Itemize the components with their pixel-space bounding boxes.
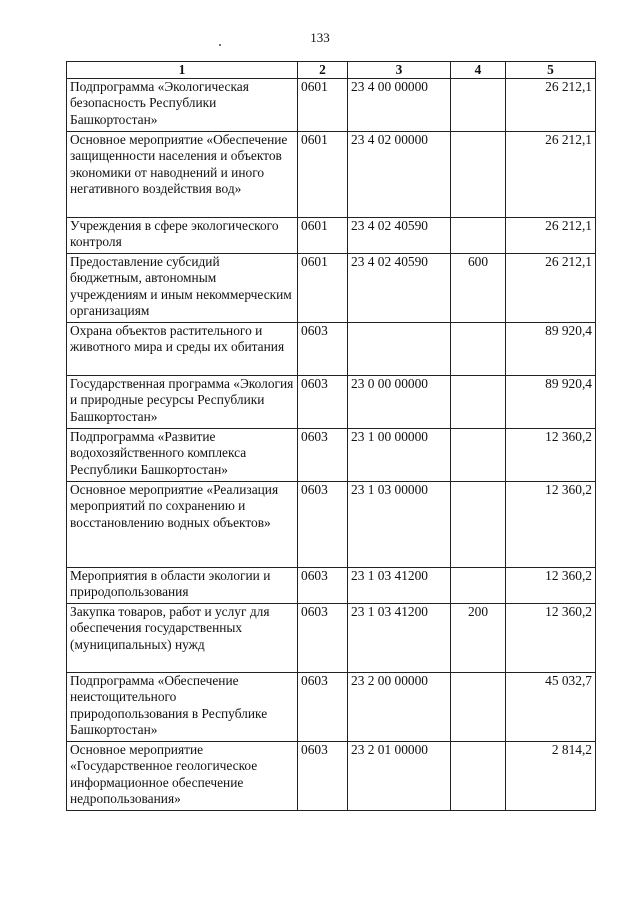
row-section: 0603 xyxy=(298,323,348,376)
row-amount: 89 920,4 xyxy=(506,323,596,376)
row-expense-type: 600 xyxy=(451,254,506,323)
row-target-article: 23 4 02 40590 xyxy=(348,254,451,323)
table-row xyxy=(67,376,596,429)
row-expense-type xyxy=(451,673,506,742)
header-expense-type: 4 xyxy=(451,62,506,79)
row-amount: 26 212,1 xyxy=(506,218,596,254)
row-amount: 12 360,2 xyxy=(506,482,596,568)
table-row xyxy=(67,568,596,604)
header-row xyxy=(67,62,596,79)
table-row xyxy=(67,323,596,376)
row-amount: 26 212,1 xyxy=(506,254,596,323)
table-row xyxy=(67,673,596,742)
budget-table xyxy=(66,61,596,811)
row-expense-type xyxy=(451,376,506,429)
row-section: 0601 xyxy=(298,254,348,323)
row-amount: 89 920,4 xyxy=(506,376,596,429)
row-expense-type xyxy=(451,218,506,254)
row-name: Основное мероприятие «Государственное геологическое информационное обеспечение недропользования» xyxy=(67,742,298,811)
row-name: Охрана объектов растительного и животного мира и среды их обитания xyxy=(67,323,298,376)
row-expense-type xyxy=(451,568,506,604)
row-target-article: 23 1 03 41200 xyxy=(348,568,451,604)
row-amount: 12 360,2 xyxy=(506,568,596,604)
row-target-article: 23 1 03 41200 xyxy=(348,604,451,673)
row-name: Предоставление субсидий бюджетным, автономным учреждениям и иным некоммерческим организациям xyxy=(67,254,298,323)
row-target-article: 23 2 01 00000 xyxy=(348,742,451,811)
row-section: 0603 xyxy=(298,429,348,482)
row-section: 0603 xyxy=(298,673,348,742)
row-expense-type xyxy=(451,79,506,132)
row-section: 0603 xyxy=(298,482,348,568)
row-expense-type xyxy=(451,429,506,482)
row-amount: 12 360,2 xyxy=(506,429,596,482)
table-row xyxy=(67,742,596,811)
row-section: 0603 xyxy=(298,376,348,429)
row-target-article: 23 4 00 00000 xyxy=(348,79,451,132)
row-target-article: 23 4 02 40590 xyxy=(348,218,451,254)
row-expense-type xyxy=(451,132,506,218)
row-section: 0603 xyxy=(298,604,348,673)
row-amount: 2 814,2 xyxy=(506,742,596,811)
row-name: Подпрограмма «Обеспечение неистощительного природопользования в Республике Башкортостан» xyxy=(67,673,298,742)
row-name: Учреждения в сфере экологического контроля xyxy=(67,218,298,254)
header-target-article: 3 xyxy=(348,62,451,79)
table-row xyxy=(67,254,596,323)
row-amount: 45 032,7 xyxy=(506,673,596,742)
row-expense-type: 200 xyxy=(451,604,506,673)
row-target-article xyxy=(348,323,451,376)
scan-speck xyxy=(219,44,221,46)
row-name: Основное мероприятие «Реализация мероприятий по сохранению и восстановлению водных объектов» xyxy=(67,482,298,568)
row-expense-type xyxy=(451,323,506,376)
table-row xyxy=(67,604,596,673)
row-name: Подпрограмма «Развитие водохозяйственного комплекса Республики Башкортостан» xyxy=(67,429,298,482)
page-number: 133 xyxy=(310,30,330,45)
row-section: 0601 xyxy=(298,218,348,254)
row-target-article: 23 2 00 00000 xyxy=(348,673,451,742)
row-amount: 26 212,1 xyxy=(506,79,596,132)
row-name: Государственная программа «Экология и природные ресурсы Республики Башкортостан» xyxy=(67,376,298,429)
row-name: Мероприятия в области экологии и природопользования xyxy=(67,568,298,604)
row-name: Основное мероприятие «Обеспечение защищенности населения и объектов экономики от наводнений и иного негативного воздействия вод» xyxy=(67,132,298,218)
table-row xyxy=(67,429,596,482)
row-expense-type xyxy=(451,482,506,568)
row-section: 0603 xyxy=(298,742,348,811)
row-name: Закупка товаров, работ и услуг для обеспечения государственных (муниципальных) нужд xyxy=(67,604,298,673)
header-section: 2 xyxy=(298,62,348,79)
row-target-article: 23 1 03 00000 xyxy=(348,482,451,568)
header-name: 1 xyxy=(67,62,298,79)
row-section: 0601 xyxy=(298,79,348,132)
header-amount: 5 xyxy=(506,62,596,79)
row-expense-type xyxy=(451,742,506,811)
table-row xyxy=(67,218,596,254)
row-target-article: 23 1 00 00000 xyxy=(348,429,451,482)
table-row xyxy=(67,79,596,132)
row-section: 0601 xyxy=(298,132,348,218)
row-target-article: 23 0 00 00000 xyxy=(348,376,451,429)
table-row xyxy=(67,132,596,218)
row-section: 0603 xyxy=(298,568,348,604)
row-amount: 12 360,2 xyxy=(506,604,596,673)
row-name: Подпрограмма «Экологическая безопасность Республики Башкортостан» xyxy=(67,79,298,132)
table-row xyxy=(67,482,596,568)
row-target-article: 23 4 02 00000 xyxy=(348,132,451,218)
row-amount: 26 212,1 xyxy=(506,132,596,218)
